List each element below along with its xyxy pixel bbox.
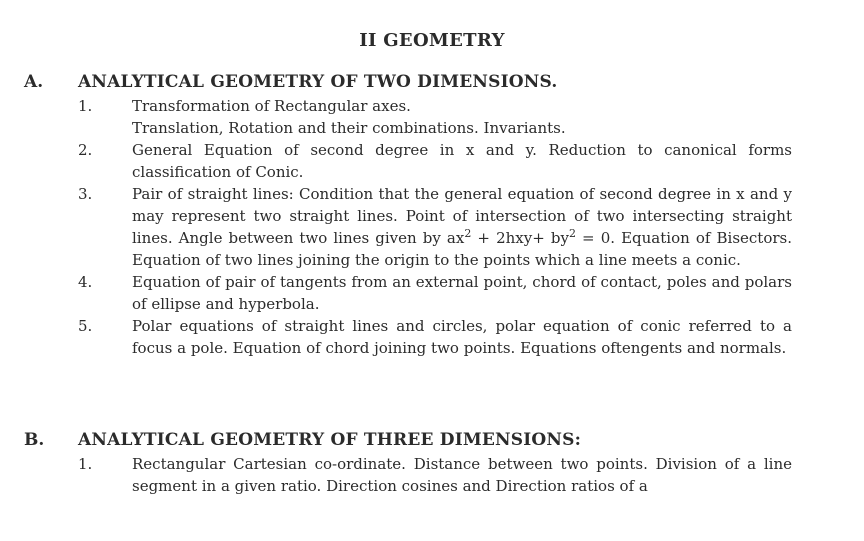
list-item [0,315,864,359]
item-list [0,95,864,359]
item-text: Polar equations of straight lines and circles, polar equation of conic referred to a focus a pole. Equation of chord joining two points. Equations oftengents and normals. [132,317,792,357]
section-letter: B. [24,430,45,450]
list-item [0,183,864,271]
item-list [0,453,864,497]
item-text [132,183,792,271]
superscript: 2 [568,227,576,240]
item-text-part: Pair of straight lines: Condition that the general equation of second degree in x and y may represent two straight lines. Point of intersection of two intersecting straight lines. Angle between two lines given by ax [132,185,792,247]
superscript: 2 [464,227,472,240]
item-text: General Equation of second degree in x and y. Reduction to canonical forms classification of Conic. [132,141,792,181]
item-number: 3. [78,185,93,203]
page-title: II GEOMETRY [359,30,505,51]
item-text [132,95,792,139]
list-item [0,95,864,139]
item-text-part: + 2hxy+ by [471,229,569,247]
item-number: 2. [78,141,93,159]
section-heading: ANALYTICAL GEOMETRY OF THREE DIMENSIONS: [78,430,582,450]
section-heading: ANALYTICAL GEOMETRY OF TWO DIMENSIONS. [78,72,558,92]
list-item [0,453,864,497]
item-number: 4. [78,273,93,291]
section-letter: A. [24,72,44,92]
item-line: Transformation of Rectangular axes. [132,97,411,115]
item-number: 5. [78,317,93,335]
item-line: Translation, Rotation and their combinations. Invariants. [132,119,566,137]
list-item [0,139,864,183]
item-text-part: = 0. Equation of Bisectors. Equation of two lines joining the origin to the points which a line meets a conic. [132,229,793,269]
list-item [0,271,864,315]
item-number: 1. [78,455,93,473]
item-text: Rectangular Cartesian co-ordinate. Distance between two points. Division of a line segment in a given ratio. Direction cosines and Direction ratios of a [132,455,792,495]
item-number: 1. [78,97,93,115]
item-text: Equation of pair of tangents from an external point, chord of contact, poles and polars of ellipse and hyperbola. [132,273,792,313]
